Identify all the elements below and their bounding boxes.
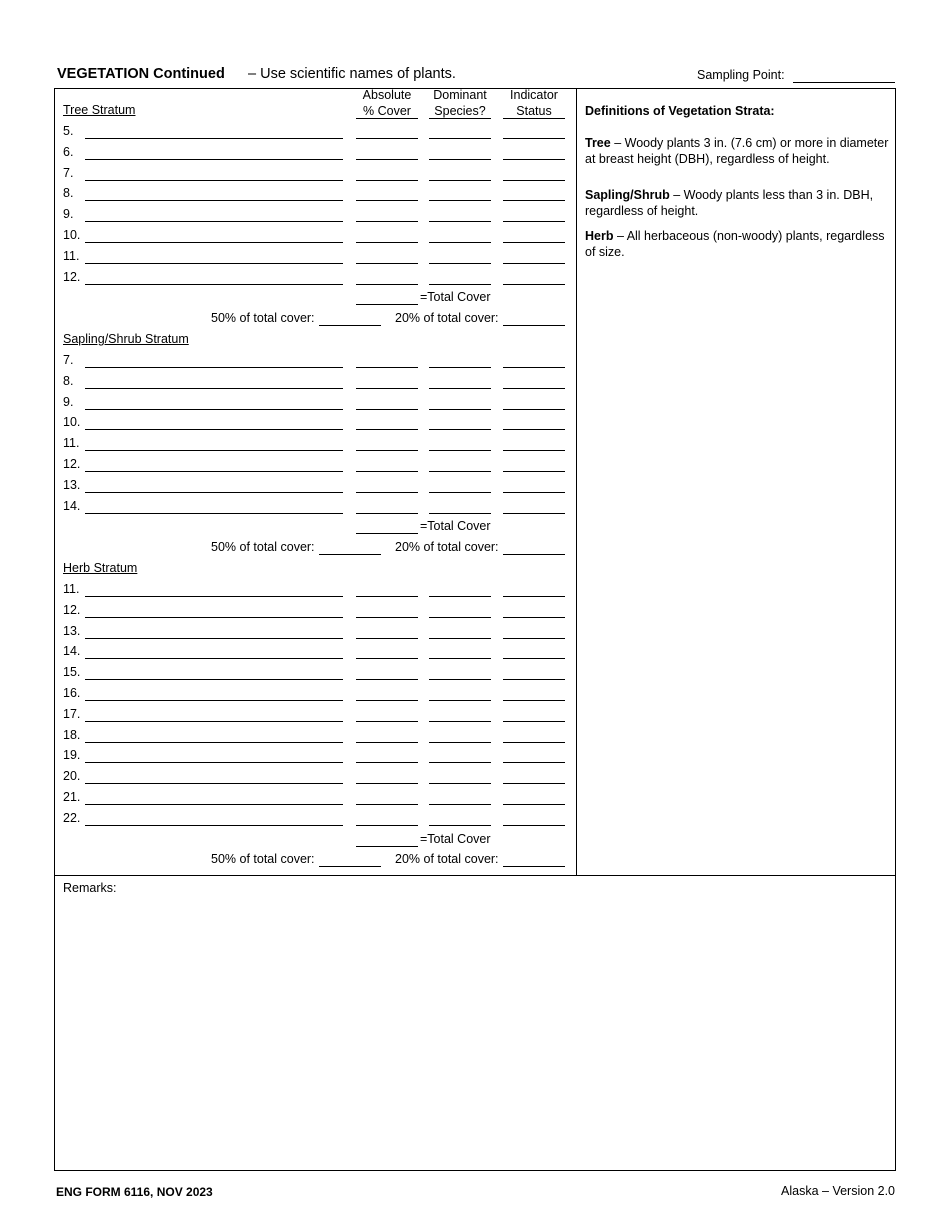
indicator-status-field[interactable] <box>503 658 565 659</box>
species-name-field[interactable] <box>85 617 343 618</box>
twenty-percent-label: 20% of total cover: <box>395 852 499 866</box>
dominant-species-field[interactable] <box>429 617 491 618</box>
indicator-status-field[interactable] <box>503 700 565 701</box>
dominant-species-field[interactable] <box>429 388 491 389</box>
row-number: 8. <box>63 374 74 388</box>
absolute-cover-field[interactable] <box>356 263 418 264</box>
definition-herb-text: – All herbaceous (non-woody) plants, regardless of size. <box>585 229 885 259</box>
species-name-field[interactable] <box>85 513 343 514</box>
species-name-field[interactable] <box>85 367 343 368</box>
absolute-cover-field[interactable] <box>356 700 418 701</box>
species-name-field[interactable] <box>85 783 343 784</box>
species-name-field[interactable] <box>85 388 343 389</box>
row-number: 10. <box>63 228 81 242</box>
absolute-cover-field[interactable] <box>356 658 418 659</box>
stratum-heading-1: Sapling/Shrub Stratum <box>63 332 189 346</box>
row-number: 5. <box>63 124 74 138</box>
definition-tree-text: – Woody plants 3 in. (7.6 cm) or more in diameter at breast height (DBH), regardless of height. <box>585 136 889 166</box>
definition-sapling <box>585 187 890 219</box>
total-cover-label: =Total Cover <box>420 832 491 846</box>
indicator-status-field[interactable] <box>503 471 565 472</box>
total-cover-field[interactable] <box>356 304 418 305</box>
dominant-species-field[interactable] <box>429 242 491 243</box>
species-name-field[interactable] <box>85 471 343 472</box>
row-number: 10. <box>63 415 81 429</box>
row-number: 12. <box>63 270 81 284</box>
twenty-percent-field[interactable] <box>503 554 565 555</box>
indicator-status-field[interactable] <box>503 138 565 139</box>
indicator-status-header-underline <box>503 118 565 119</box>
total-cover-field[interactable] <box>356 533 418 534</box>
indicator-status-field[interactable] <box>503 596 565 597</box>
row-number: 21. <box>63 790 81 804</box>
row-number: 9. <box>63 395 74 409</box>
dominant-species-field[interactable] <box>429 471 491 472</box>
absolute-cover-field[interactable] <box>356 762 418 763</box>
row-number: 7. <box>63 166 74 180</box>
row-number: 18. <box>63 728 81 742</box>
total-cover-label: =Total Cover <box>420 290 491 304</box>
indicator-status-field[interactable] <box>503 742 565 743</box>
dominant-species-header <box>429 87 491 119</box>
species-name-field[interactable] <box>85 409 343 410</box>
row-number: 12. <box>63 603 81 617</box>
dominant-species-field[interactable] <box>429 284 491 285</box>
dominant-species-header-line2: Species? <box>434 104 486 118</box>
species-name-field[interactable] <box>85 138 343 139</box>
absolute-cover-field[interactable] <box>356 221 418 222</box>
dominant-species-field[interactable] <box>429 180 491 181</box>
dominant-species-field[interactable] <box>429 804 491 805</box>
row-number: 7. <box>63 353 74 367</box>
absolute-cover-field[interactable] <box>356 825 418 826</box>
dominant-species-field[interactable] <box>429 221 491 222</box>
fifty-percent-label: 50% of total cover: <box>211 852 315 866</box>
indicator-status-field[interactable] <box>503 200 565 201</box>
absolute-cover-field[interactable] <box>356 617 418 618</box>
species-name-field[interactable] <box>85 658 343 659</box>
indicator-status-field[interactable] <box>503 721 565 722</box>
indicator-status-field[interactable] <box>503 679 565 680</box>
form-title: VEGETATION Continued <box>57 66 225 82</box>
absolute-cover-field[interactable] <box>356 679 418 680</box>
twenty-percent-field[interactable] <box>503 866 565 867</box>
row-number: 16. <box>63 686 81 700</box>
absolute-cover-field[interactable] <box>356 638 418 639</box>
absolute-cover-field[interactable] <box>356 367 418 368</box>
definition-sapling-term: Sapling/Shrub <box>585 188 670 202</box>
row-number: 11. <box>63 436 80 450</box>
dominant-species-field[interactable] <box>429 263 491 264</box>
indicator-status-field[interactable] <box>503 263 565 264</box>
species-name-field[interactable] <box>85 263 343 264</box>
absolute-cover-field[interactable] <box>356 180 418 181</box>
dominant-species-field[interactable] <box>429 450 491 451</box>
row-number: 19. <box>63 748 81 762</box>
absolute-cover-field[interactable] <box>356 138 418 139</box>
twenty-percent-field[interactable] <box>503 325 565 326</box>
species-name-field[interactable] <box>85 596 343 597</box>
fifty-percent-field[interactable] <box>319 325 381 326</box>
absolute-cover-field[interactable] <box>356 742 418 743</box>
row-number: 11. <box>63 249 80 263</box>
definition-sapling-text: – Woody plants less than 3 in. DBH, regardless of height. <box>585 188 874 218</box>
dominant-species-header-underline <box>429 118 491 119</box>
indicator-status-field[interactable] <box>503 221 565 222</box>
row-number: 20. <box>63 769 81 783</box>
indicator-status-field[interactable] <box>503 638 565 639</box>
absolute-cover-field[interactable] <box>356 429 418 430</box>
absolute-cover-field[interactable] <box>356 721 418 722</box>
absolute-cover-field[interactable] <box>356 159 418 160</box>
row-number: 13. <box>63 624 81 638</box>
indicator-status-field[interactable] <box>503 367 565 368</box>
species-name-field[interactable] <box>85 492 343 493</box>
dominant-species-field[interactable] <box>429 679 491 680</box>
form-id: ENG FORM 6116, NOV 2023 <box>56 1185 213 1199</box>
definitions-panel <box>585 103 890 260</box>
sampling-point-field[interactable] <box>793 82 895 83</box>
species-name-field[interactable] <box>85 450 343 451</box>
remarks-label: Remarks: <box>63 881 117 895</box>
dominant-species-field[interactable] <box>429 638 491 639</box>
absolute-cover-field[interactable] <box>356 284 418 285</box>
indicator-status-field[interactable] <box>503 180 565 181</box>
indicator-status-field[interactable] <box>503 159 565 160</box>
absolute-cover-field[interactable] <box>356 471 418 472</box>
indicator-status-field[interactable] <box>503 492 565 493</box>
row-number: 11. <box>63 582 80 596</box>
column-divider <box>576 88 577 876</box>
species-name-field[interactable] <box>85 638 343 639</box>
dominant-species-field[interactable] <box>429 429 491 430</box>
total-cover-field[interactable] <box>356 846 418 847</box>
absolute-cover-field[interactable] <box>356 783 418 784</box>
twenty-percent-label: 20% of total cover: <box>395 311 499 325</box>
stratum-heading-0: Tree Stratum <box>63 103 136 117</box>
absolute-cover-field[interactable] <box>356 513 418 514</box>
definitions-heading: Definitions of Vegetation Strata: <box>585 104 775 118</box>
row-number: 14. <box>63 499 81 513</box>
definition-herb-term: Herb <box>585 229 614 243</box>
indicator-status-field[interactable] <box>503 762 565 763</box>
indicator-status-field[interactable] <box>503 429 565 430</box>
indicator-status-field[interactable] <box>503 783 565 784</box>
indicator-status-field[interactable] <box>503 284 565 285</box>
species-name-field[interactable] <box>85 221 343 222</box>
row-number: 14. <box>63 644 81 658</box>
stratum-heading-2: Herb Stratum <box>63 561 138 575</box>
species-name-field[interactable] <box>85 429 343 430</box>
species-name-field[interactable] <box>85 721 343 722</box>
indicator-status-field[interactable] <box>503 388 565 389</box>
row-number: 22. <box>63 811 81 825</box>
dominant-species-field[interactable] <box>429 783 491 784</box>
absolute-cover-header-line1: Absolute <box>362 88 412 102</box>
absolute-cover-header <box>356 87 418 119</box>
row-number: 15. <box>63 665 81 679</box>
indicator-status-field[interactable] <box>503 513 565 514</box>
dominant-species-header-line1: Dominant <box>433 88 487 102</box>
sampling-point-label: Sampling Point: <box>697 68 785 82</box>
indicator-status-field[interactable] <box>503 450 565 451</box>
definition-herb <box>585 228 890 260</box>
row-number: 17. <box>63 707 81 721</box>
dominant-species-field[interactable] <box>429 825 491 826</box>
species-name-field[interactable] <box>85 742 343 743</box>
row-number: 13. <box>63 478 81 492</box>
fifty-percent-field[interactable] <box>319 866 381 867</box>
indicator-status-field[interactable] <box>503 825 565 826</box>
absolute-cover-field[interactable] <box>356 492 418 493</box>
remarks-divider <box>54 875 896 876</box>
indicator-status-header-line1: Indicator <box>510 88 558 102</box>
indicator-status-header <box>503 87 565 119</box>
form-subtitle: – Use scientific names of plants. <box>248 66 456 82</box>
indicator-status-field[interactable] <box>503 804 565 805</box>
indicator-status-header-line2: Status <box>516 104 552 118</box>
dominant-species-field[interactable] <box>429 200 491 201</box>
species-name-field[interactable] <box>85 159 343 160</box>
row-number: 12. <box>63 457 81 471</box>
indicator-status-field[interactable] <box>503 242 565 243</box>
species-name-field[interactable] <box>85 242 343 243</box>
absolute-cover-field[interactable] <box>356 450 418 451</box>
dominant-species-field[interactable] <box>429 492 491 493</box>
total-cover-label: =Total Cover <box>420 519 491 533</box>
indicator-status-field[interactable] <box>503 617 565 618</box>
species-name-field[interactable] <box>85 200 343 201</box>
dominant-species-field[interactable] <box>429 409 491 410</box>
dominant-species-field[interactable] <box>429 367 491 368</box>
fifty-percent-label: 50% of total cover: <box>211 540 315 554</box>
species-name-field[interactable] <box>85 700 343 701</box>
species-name-field[interactable] <box>85 180 343 181</box>
row-number: 6. <box>63 145 74 159</box>
dominant-species-field[interactable] <box>429 159 491 160</box>
absolute-cover-field[interactable] <box>356 804 418 805</box>
row-number: 9. <box>63 207 74 221</box>
dominant-species-field[interactable] <box>429 742 491 743</box>
dominant-species-field[interactable] <box>429 721 491 722</box>
species-name-field[interactable] <box>85 762 343 763</box>
species-name-field[interactable] <box>85 679 343 680</box>
twenty-percent-label: 20% of total cover: <box>395 540 499 554</box>
absolute-cover-field[interactable] <box>356 242 418 243</box>
absolute-cover-field[interactable] <box>356 200 418 201</box>
absolute-cover-header-underline <box>356 118 418 119</box>
dominant-species-field[interactable] <box>429 762 491 763</box>
dominant-species-field[interactable] <box>429 596 491 597</box>
dominant-species-field[interactable] <box>429 513 491 514</box>
definition-tree <box>585 135 890 167</box>
dominant-species-field[interactable] <box>429 658 491 659</box>
fifty-percent-field[interactable] <box>319 554 381 555</box>
species-name-field[interactable] <box>85 825 343 826</box>
absolute-cover-field[interactable] <box>356 388 418 389</box>
dominant-species-field[interactable] <box>429 138 491 139</box>
remarks-field[interactable] <box>58 898 892 1166</box>
species-name-field[interactable] <box>85 284 343 285</box>
dominant-species-field[interactable] <box>429 700 491 701</box>
absolute-cover-field[interactable] <box>356 409 418 410</box>
row-number: 8. <box>63 186 74 200</box>
absolute-cover-field[interactable] <box>356 596 418 597</box>
absolute-cover-header-line2: % Cover <box>363 104 411 118</box>
indicator-status-field[interactable] <box>503 409 565 410</box>
fifty-percent-label: 50% of total cover: <box>211 311 315 325</box>
form-version: Alaska – Version 2.0 <box>781 1184 895 1198</box>
definition-tree-term: Tree <box>585 136 611 150</box>
species-name-field[interactable] <box>85 804 343 805</box>
